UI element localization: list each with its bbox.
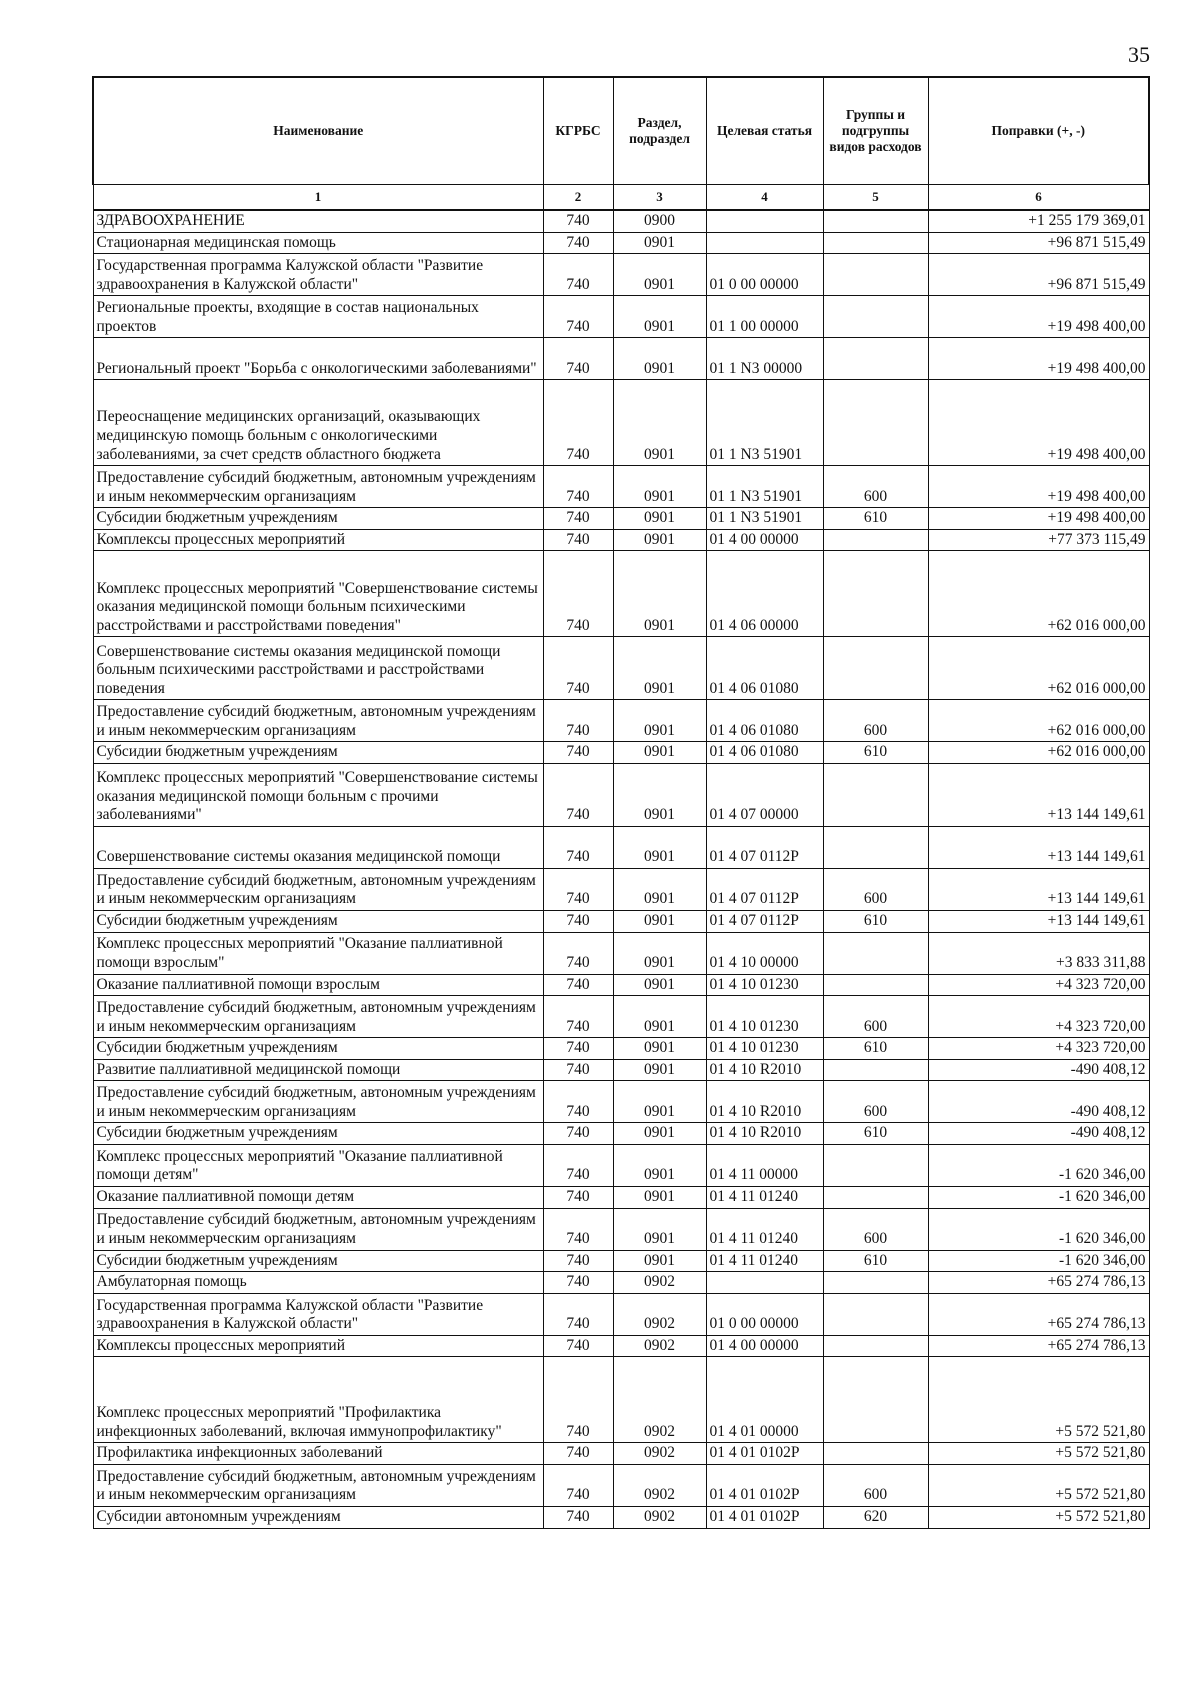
table-row — [93, 1293, 1149, 1335]
row-group: 600 — [823, 1081, 928, 1123]
row-name: Предоставление субсидий бюджетным, автономным учреждениям и иным некоммерческим организациям — [93, 466, 543, 508]
table-row — [93, 254, 1149, 296]
row-name: Государственная программа Калужской области "Развитие здравоохранения в Калужской области" — [93, 1293, 543, 1335]
row-kgrbs: 740 — [543, 1208, 613, 1250]
row-group — [823, 763, 928, 826]
row-kgrbs: 740 — [543, 974, 613, 996]
table-row — [93, 508, 1149, 530]
row-kgrbs: 740 — [543, 296, 613, 338]
row-article: 01 4 11 01240 — [706, 1250, 823, 1272]
column-number: 2 — [543, 185, 613, 211]
row-article: 01 1 N3 51901 — [706, 466, 823, 508]
table-row — [93, 1272, 1149, 1294]
row-amount: -1 620 346,00 — [928, 1186, 1149, 1208]
row-article: 01 4 07 0112Р — [706, 910, 823, 932]
row-group — [823, 1272, 928, 1294]
row-section: 0901 — [613, 466, 706, 508]
row-name: Комплекс процессных мероприятий "Оказание паллиативной помощи взрослым" — [93, 932, 543, 974]
table-row — [93, 296, 1149, 338]
row-article: 01 1 00 00000 — [706, 296, 823, 338]
row-group: 610 — [823, 1038, 928, 1060]
row-kgrbs: 740 — [543, 380, 613, 466]
row-name: Оказание паллиативной помощи детям — [93, 1186, 543, 1208]
row-article: 01 4 10 R2010 — [706, 1081, 823, 1123]
column-number-row — [93, 185, 1149, 211]
row-section: 0901 — [613, 1081, 706, 1123]
row-group: 610 — [823, 910, 928, 932]
row-amount: +19 498 400,00 — [928, 508, 1149, 530]
table-header-row — [93, 77, 1149, 185]
header-kgrbs: КГРБС — [543, 77, 613, 185]
row-name: Амбулаторная помощь — [93, 1272, 543, 1294]
row-section: 0902 — [613, 1464, 706, 1506]
table-row — [93, 742, 1149, 764]
table-row — [93, 974, 1149, 996]
row-name: Развитие паллиативной медицинской помощи — [93, 1059, 543, 1081]
row-kgrbs: 740 — [543, 700, 613, 742]
row-section: 0902 — [613, 1506, 706, 1528]
row-group: 600 — [823, 466, 928, 508]
row-section: 0902 — [613, 1357, 706, 1443]
row-article: 01 1 N3 00000 — [706, 338, 823, 380]
row-section: 0902 — [613, 1335, 706, 1357]
header-amendments: Поправки (+, -) — [928, 77, 1149, 185]
row-name: Оказание паллиативной помощи взрослым — [93, 974, 543, 996]
row-name: Предоставление субсидий бюджетным, автономным учреждениям и иным некоммерческим организациям — [93, 868, 543, 910]
row-name: Комплекс процессных мероприятий "Оказание паллиативной помощи детям" — [93, 1144, 543, 1186]
row-section: 0901 — [613, 700, 706, 742]
row-article: 01 4 00 00000 — [706, 1335, 823, 1357]
row-kgrbs: 740 — [543, 1144, 613, 1186]
row-amount: +77 373 115,49 — [928, 529, 1149, 551]
row-name: Предоставление субсидий бюджетным, автономным учреждениям и иным некоммерческим организациям — [93, 996, 543, 1038]
column-number: 1 — [93, 185, 543, 211]
table-row — [93, 1250, 1149, 1272]
row-section: 0901 — [613, 1144, 706, 1186]
row-group — [823, 1335, 928, 1357]
row-section: 0901 — [613, 232, 706, 254]
row-kgrbs: 740 — [543, 763, 613, 826]
table-row — [93, 1186, 1149, 1208]
row-amount: +13 144 149,61 — [928, 868, 1149, 910]
row-amount: -490 408,12 — [928, 1123, 1149, 1145]
row-group — [823, 380, 928, 466]
row-group — [823, 1144, 928, 1186]
row-kgrbs: 740 — [543, 254, 613, 296]
row-kgrbs: 740 — [543, 1123, 613, 1145]
row-article: 01 4 00 00000 — [706, 529, 823, 551]
row-amount: -1 620 346,00 — [928, 1208, 1149, 1250]
row-kgrbs: 740 — [543, 826, 613, 868]
table-row — [93, 910, 1149, 932]
row-name: Региональный проект "Борьба с онкологическими заболеваниями" — [93, 338, 543, 380]
row-group — [823, 637, 928, 700]
row-group — [823, 296, 928, 338]
header-groups: Группы и подгруппы видов расходов — [823, 77, 928, 185]
row-amount: +5 572 521,80 — [928, 1506, 1149, 1528]
row-group — [823, 1357, 928, 1443]
row-amount: +65 274 786,13 — [928, 1293, 1149, 1335]
row-name: Субсидии бюджетным учреждениям — [93, 508, 543, 530]
row-kgrbs: 740 — [543, 1059, 613, 1081]
row-kgrbs: 740 — [543, 1293, 613, 1335]
row-name: Субсидии автономным учреждениям — [93, 1506, 543, 1528]
row-section: 0901 — [613, 910, 706, 932]
row-amount: +19 498 400,00 — [928, 338, 1149, 380]
row-kgrbs: 740 — [543, 508, 613, 530]
row-kgrbs: 740 — [543, 742, 613, 764]
column-number: 5 — [823, 185, 928, 211]
row-section: 0902 — [613, 1443, 706, 1465]
row-kgrbs: 740 — [543, 910, 613, 932]
row-name: Субсидии бюджетным учреждениям — [93, 910, 543, 932]
row-article: 01 1 N3 51901 — [706, 380, 823, 466]
row-amount: -490 408,12 — [928, 1081, 1149, 1123]
row-article: 01 0 00 00000 — [706, 254, 823, 296]
table-row — [93, 338, 1149, 380]
row-name: Комплекс процессных мероприятий "Совершенствование системы оказания медицинской помощи больным с прочими заболеваниями" — [93, 763, 543, 826]
row-article: 01 4 07 00000 — [706, 763, 823, 826]
row-article: 01 4 07 0112Р — [706, 868, 823, 910]
row-section: 0901 — [613, 508, 706, 530]
table-row — [93, 1081, 1149, 1123]
row-name: Переоснащение медицинских организаций, оказывающих медицинскую помощь больным с онкологическими заболеваниями, за счет средств областного бюджета — [93, 380, 543, 466]
row-amount: +13 144 149,61 — [928, 910, 1149, 932]
header-name: Наименование — [93, 77, 543, 185]
row-section: 0900 — [613, 210, 706, 232]
row-group: 600 — [823, 1464, 928, 1506]
table-row — [93, 1144, 1149, 1186]
row-article: 01 4 01 0102Р — [706, 1464, 823, 1506]
row-kgrbs: 740 — [543, 1443, 613, 1465]
row-amount: +19 498 400,00 — [928, 380, 1149, 466]
table-row — [93, 996, 1149, 1038]
table-row — [93, 637, 1149, 700]
column-number: 6 — [928, 185, 1149, 211]
row-kgrbs: 740 — [543, 1335, 613, 1357]
table-row — [93, 826, 1149, 868]
table-row — [93, 868, 1149, 910]
row-kgrbs: 740 — [543, 210, 613, 232]
row-amount: +65 274 786,13 — [928, 1335, 1149, 1357]
row-article: 01 4 06 00000 — [706, 551, 823, 637]
row-section: 0901 — [613, 637, 706, 700]
row-group: 600 — [823, 1208, 928, 1250]
row-kgrbs: 740 — [543, 529, 613, 551]
row-section: 0901 — [613, 1250, 706, 1272]
row-amount: +4 323 720,00 — [928, 974, 1149, 996]
row-article: 01 4 11 01240 — [706, 1208, 823, 1250]
row-name: Комплексы процессных мероприятий — [93, 1335, 543, 1357]
row-group: 610 — [823, 508, 928, 530]
row-name: Субсидии бюджетным учреждениям — [93, 742, 543, 764]
row-amount: -1 620 346,00 — [928, 1144, 1149, 1186]
table-row — [93, 1208, 1149, 1250]
row-article: 01 1 N3 51901 — [706, 508, 823, 530]
row-kgrbs: 740 — [543, 1081, 613, 1123]
row-section: 0901 — [613, 974, 706, 996]
column-number: 4 — [706, 185, 823, 211]
row-name: Предоставление субсидий бюджетным, автономным учреждениям и иным некоммерческим организациям — [93, 1208, 543, 1250]
row-name: Региональные проекты, входящие в состав национальных проектов — [93, 296, 543, 338]
table-row — [93, 1464, 1149, 1506]
row-amount: -1 620 346,00 — [928, 1250, 1149, 1272]
row-name: Профилактика инфекционных заболеваний — [93, 1443, 543, 1465]
row-amount: +4 323 720,00 — [928, 1038, 1149, 1060]
row-name: Комплекс процессных мероприятий "Профилактика инфекционных заболеваний, включая иммунопрофилактику" — [93, 1357, 543, 1443]
table-row — [93, 1059, 1149, 1081]
row-group — [823, 1186, 928, 1208]
table-row — [93, 529, 1149, 551]
row-article: 01 4 01 0102Р — [706, 1443, 823, 1465]
row-amount: +96 871 515,49 — [928, 232, 1149, 254]
row-article: 01 4 10 01230 — [706, 974, 823, 996]
row-section: 0901 — [613, 380, 706, 466]
row-article: 01 4 10 01230 — [706, 1038, 823, 1060]
table-row — [93, 1357, 1149, 1443]
row-group: 600 — [823, 700, 928, 742]
row-article: 01 4 10 R2010 — [706, 1059, 823, 1081]
row-name: Субсидии бюджетным учреждениям — [93, 1123, 543, 1145]
row-group — [823, 932, 928, 974]
table-row — [93, 210, 1149, 232]
row-article: 01 4 01 00000 — [706, 1357, 823, 1443]
row-kgrbs: 740 — [543, 1186, 613, 1208]
row-section: 0901 — [613, 826, 706, 868]
row-name: Субсидии бюджетным учреждениям — [93, 1250, 543, 1272]
row-group — [823, 1443, 928, 1465]
row-section: 0901 — [613, 551, 706, 637]
table-row — [93, 380, 1149, 466]
row-name: Предоставление субсидий бюджетным, автономным учреждениям и иным некоммерческим организациям — [93, 1464, 543, 1506]
row-section: 0901 — [613, 254, 706, 296]
row-name: Государственная программа Калужской области "Развитие здравоохранения в Калужской области" — [93, 254, 543, 296]
row-group — [823, 826, 928, 868]
row-section: 0901 — [613, 1059, 706, 1081]
row-group — [823, 338, 928, 380]
row-amount: +13 144 149,61 — [928, 826, 1149, 868]
row-kgrbs: 740 — [543, 868, 613, 910]
row-kgrbs: 740 — [543, 232, 613, 254]
table-row — [93, 1443, 1149, 1465]
row-kgrbs: 740 — [543, 338, 613, 380]
row-group — [823, 1059, 928, 1081]
row-kgrbs: 740 — [543, 1464, 613, 1506]
row-article: 01 4 11 01240 — [706, 1186, 823, 1208]
row-amount: +5 572 521,80 — [928, 1464, 1149, 1506]
row-amount: +3 833 311,88 — [928, 932, 1149, 974]
row-amount: +65 274 786,13 — [928, 1272, 1149, 1294]
row-section: 0901 — [613, 1038, 706, 1060]
row-article: 01 4 01 0102Р — [706, 1506, 823, 1528]
row-section: 0901 — [613, 742, 706, 764]
row-kgrbs: 740 — [543, 1272, 613, 1294]
row-article: 01 4 10 00000 — [706, 932, 823, 974]
row-kgrbs: 740 — [543, 1250, 613, 1272]
header-section: Раздел, подраздел — [613, 77, 706, 185]
row-group: 600 — [823, 996, 928, 1038]
row-article — [706, 232, 823, 254]
row-group — [823, 210, 928, 232]
budget-amendments-table — [92, 76, 1150, 1529]
row-section: 0901 — [613, 338, 706, 380]
row-section: 0901 — [613, 1123, 706, 1145]
row-section: 0901 — [613, 996, 706, 1038]
table-row — [93, 1335, 1149, 1357]
row-section: 0902 — [613, 1272, 706, 1294]
row-group — [823, 1293, 928, 1335]
row-article — [706, 1272, 823, 1294]
row-name: Комплекс процессных мероприятий "Совершенствование системы оказания медицинской помощи больным психическими расстройствами и расстройствами поведения" — [93, 551, 543, 637]
row-group — [823, 254, 928, 296]
row-section: 0901 — [613, 932, 706, 974]
row-group: 600 — [823, 868, 928, 910]
row-article: 01 4 06 01080 — [706, 742, 823, 764]
row-amount: +4 323 720,00 — [928, 996, 1149, 1038]
row-article: 01 4 06 01080 — [706, 700, 823, 742]
table-body — [93, 210, 1149, 1528]
row-name: Предоставление субсидий бюджетным, автономным учреждениям и иным некоммерческим организациям — [93, 700, 543, 742]
header-article: Целевая статья — [706, 77, 823, 185]
row-amount: +19 498 400,00 — [928, 296, 1149, 338]
row-article: 01 4 10 01230 — [706, 996, 823, 1038]
table-row — [93, 932, 1149, 974]
row-amount: +19 498 400,00 — [928, 466, 1149, 508]
row-amount: +1 255 179 369,01 — [928, 210, 1149, 232]
table-row — [93, 232, 1149, 254]
row-section: 0901 — [613, 763, 706, 826]
row-amount: -490 408,12 — [928, 1059, 1149, 1081]
table-row — [93, 1038, 1149, 1060]
row-name: Субсидии бюджетным учреждениям — [93, 1038, 543, 1060]
row-group: 610 — [823, 1123, 928, 1145]
row-name: Комплексы процессных мероприятий — [93, 529, 543, 551]
row-name: ЗДРАВООХРАНЕНИЕ — [93, 210, 543, 232]
table-row — [93, 466, 1149, 508]
row-group: 620 — [823, 1506, 928, 1528]
table-row — [93, 1123, 1149, 1145]
row-kgrbs: 740 — [543, 466, 613, 508]
column-number: 3 — [613, 185, 706, 211]
row-section: 0901 — [613, 529, 706, 551]
row-kgrbs: 740 — [543, 637, 613, 700]
row-kgrbs: 740 — [543, 932, 613, 974]
row-amount: +62 016 000,00 — [928, 637, 1149, 700]
row-kgrbs: 740 — [543, 1506, 613, 1528]
table-row — [93, 1506, 1149, 1528]
row-group: 610 — [823, 1250, 928, 1272]
row-amount: +62 016 000,00 — [928, 551, 1149, 637]
row-section: 0902 — [613, 1293, 706, 1335]
row-amount: +13 144 149,61 — [928, 763, 1149, 826]
row-article: 01 0 00 00000 — [706, 1293, 823, 1335]
row-article — [706, 210, 823, 232]
row-group — [823, 974, 928, 996]
table-row — [93, 551, 1149, 637]
row-article: 01 4 10 R2010 — [706, 1123, 823, 1145]
row-amount: +62 016 000,00 — [928, 742, 1149, 764]
row-kgrbs: 740 — [543, 551, 613, 637]
row-group — [823, 529, 928, 551]
row-kgrbs: 740 — [543, 1038, 613, 1060]
row-group — [823, 232, 928, 254]
row-amount: +5 572 521,80 — [928, 1443, 1149, 1465]
row-group — [823, 551, 928, 637]
row-article: 01 4 11 00000 — [706, 1144, 823, 1186]
table-row — [93, 700, 1149, 742]
row-section: 0901 — [613, 1186, 706, 1208]
row-name: Совершенствование системы оказания медицинской помощи больным психическими расстройствами и расстройствами поведения — [93, 637, 543, 700]
row-section: 0901 — [613, 296, 706, 338]
row-article: 01 4 06 01080 — [706, 637, 823, 700]
row-name: Предоставление субсидий бюджетным, автономным учреждениям и иным некоммерческим организациям — [93, 1081, 543, 1123]
row-name: Совершенствование системы оказания медицинской помощи — [93, 826, 543, 868]
row-section: 0901 — [613, 1208, 706, 1250]
row-amount: +5 572 521,80 — [928, 1357, 1149, 1443]
table-row — [93, 763, 1149, 826]
row-amount: +96 871 515,49 — [928, 254, 1149, 296]
row-amount: +62 016 000,00 — [928, 700, 1149, 742]
row-kgrbs: 740 — [543, 996, 613, 1038]
row-article: 01 4 07 0112Р — [706, 826, 823, 868]
row-group: 610 — [823, 742, 928, 764]
row-section: 0901 — [613, 868, 706, 910]
page-number: 35 — [1128, 42, 1150, 67]
row-kgrbs: 740 — [543, 1357, 613, 1443]
row-name: Стационарная медицинская помощь — [93, 232, 543, 254]
